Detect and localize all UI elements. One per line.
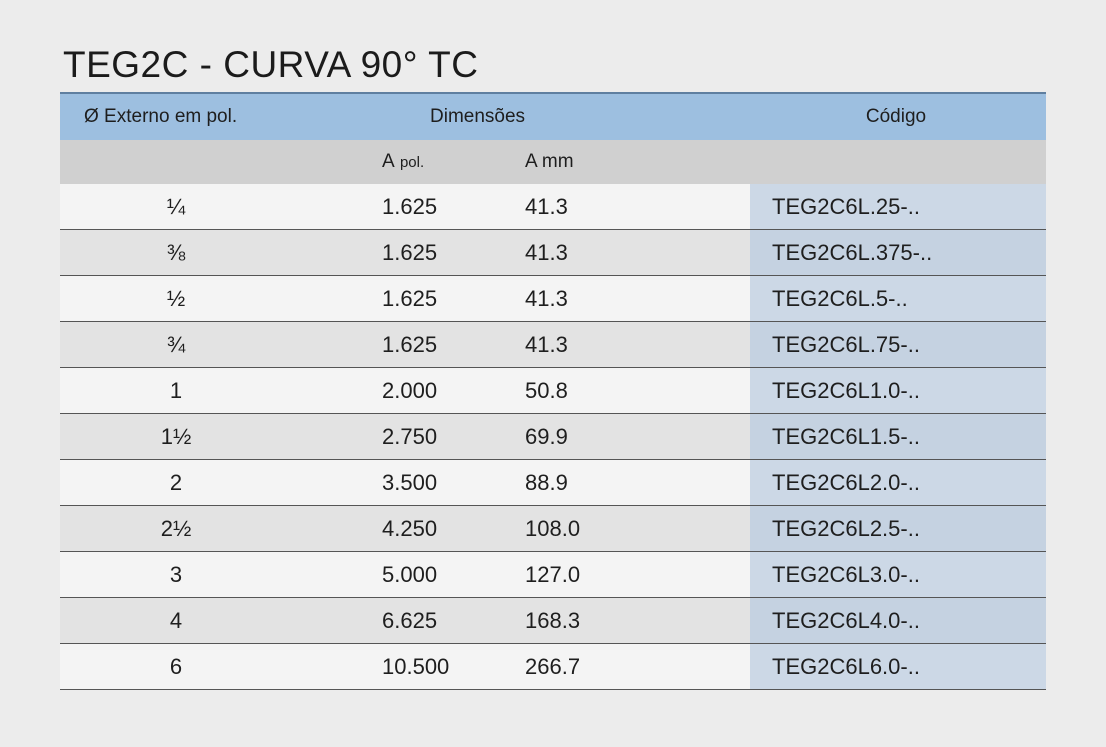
codigo-cell: TEG2C6L2.5-.. (772, 515, 920, 541)
a-mm-cell: 168.3 (525, 607, 581, 633)
externo-cell: 2 (169, 469, 183, 495)
externo-cell: ½ (166, 285, 186, 311)
externo-cell: ⅜ (166, 239, 186, 265)
a-pol-cell: 2.750 (382, 423, 438, 449)
table-row (60, 414, 1046, 460)
externo-cell: 4 (169, 607, 183, 633)
table-body (60, 184, 1046, 690)
a-mm-cell: 41.3 (525, 193, 568, 219)
codigo-cell: TEG2C6L.75-.. (772, 331, 920, 357)
codigo-cell: TEG2C6L3.0-.. (772, 561, 920, 587)
header-codigo: Código (865, 106, 927, 127)
a-mm-cell: 41.3 (525, 331, 568, 357)
header-externo: Ø Externo em pol. (84, 106, 238, 127)
a-mm-cell: 88.9 (525, 469, 568, 495)
codigo-cell: TEG2C6L2.0-.. (772, 469, 920, 495)
table-row (60, 552, 1046, 598)
spec-table (60, 92, 1046, 690)
externo-cell: 2½ (160, 515, 192, 541)
externo-cell: ¼ (166, 193, 186, 219)
codigo-cell: TEG2C6L4.0-.. (772, 607, 920, 633)
subheader-a-pol-unit: pol. (399, 153, 425, 171)
codigo-cell: TEG2C6L1.5-.. (772, 423, 920, 449)
codigo-cell: TEG2C6L.25-.. (772, 193, 920, 219)
a-mm-cell: 41.3 (525, 285, 568, 311)
a-pol-cell: 1.625 (382, 239, 438, 265)
a-mm-cell: 69.9 (525, 423, 568, 449)
externo-cell: 1½ (160, 423, 192, 449)
codigo-cell: TEG2C6L6.0-.. (772, 653, 920, 679)
a-pol-cell: 2.000 (382, 377, 438, 403)
codigo-cell: TEG2C6L.5-.. (772, 285, 908, 311)
externo-cell: ¾ (166, 331, 186, 357)
page-title: TEG2C - CURVA 90° TC (63, 44, 479, 85)
table-subheader (60, 140, 1046, 184)
externo-cell: 1 (169, 377, 183, 403)
externo-cell: 6 (169, 653, 183, 679)
table-row (60, 598, 1046, 644)
a-mm-cell: 127.0 (525, 561, 581, 587)
subheader-a-mm: A mm (525, 151, 574, 172)
table-row (60, 184, 1046, 230)
a-pol-cell: 1.625 (382, 331, 438, 357)
table-row (60, 460, 1046, 506)
externo-cell: 3 (169, 561, 183, 587)
subheader-a-pol-label: A (382, 151, 395, 172)
a-mm-cell: 41.3 (525, 239, 568, 265)
a-pol-cell: 1.625 (382, 285, 438, 311)
table-row (60, 322, 1046, 368)
a-pol-cell: 10.500 (382, 653, 450, 679)
table-row (60, 506, 1046, 552)
table-row (60, 644, 1046, 690)
subheader-a-pol (382, 140, 424, 184)
a-mm-cell: 50.8 (525, 377, 568, 403)
table-row (60, 276, 1046, 322)
table-row (60, 368, 1046, 414)
a-pol-cell: 3.500 (382, 469, 438, 495)
a-mm-cell: 108.0 (525, 515, 581, 541)
table-header (60, 92, 1046, 140)
a-pol-cell: 5.000 (382, 561, 438, 587)
header-dimensoes: Dimensões (430, 106, 526, 127)
a-pol-cell: 1.625 (382, 193, 438, 219)
codigo-cell: TEG2C6L1.0-.. (772, 377, 920, 403)
table-row (60, 230, 1046, 276)
a-mm-cell: 266.7 (525, 653, 581, 679)
codigo-cell: TEG2C6L.375-.. (772, 239, 933, 265)
a-pol-cell: 6.625 (382, 607, 438, 633)
a-pol-cell: 4.250 (382, 515, 438, 541)
